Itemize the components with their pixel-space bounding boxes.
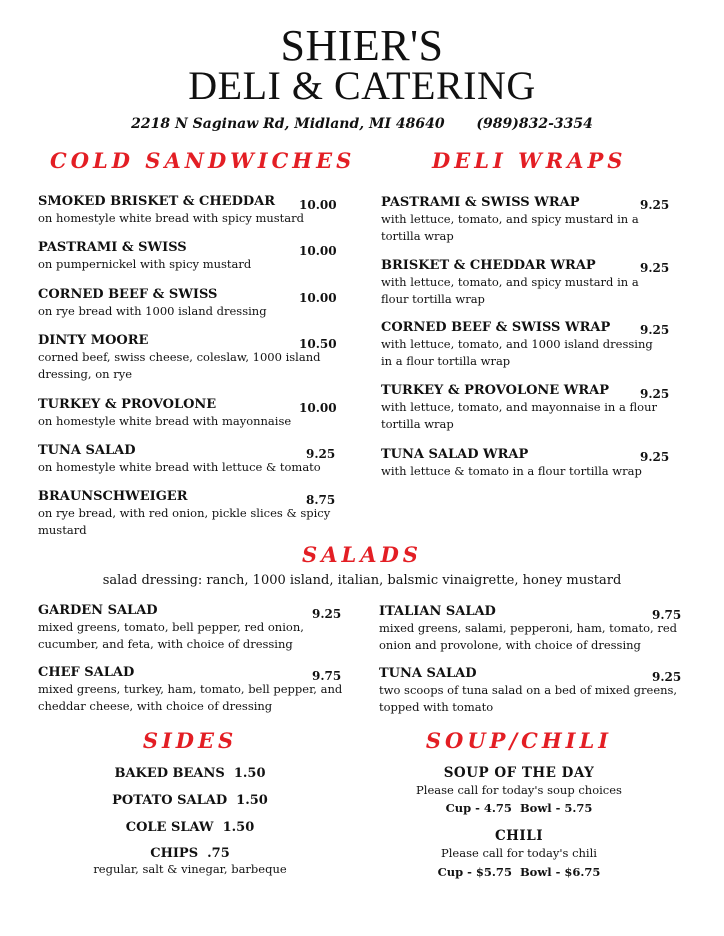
item-price: 1.50 xyxy=(233,766,266,781)
item-name: TURKEY & PROVOLONE WRAP xyxy=(381,383,609,398)
address-line xyxy=(0,116,724,132)
item-description: with lettuce, tomato, and 1000 island dressing in a flour tortilla wrap xyxy=(381,337,653,368)
menu-item xyxy=(379,666,682,715)
item-price: 9.25 xyxy=(640,261,670,275)
soup-of-the-day-title: SOUP OF THE DAY xyxy=(443,765,595,781)
item-description: with lettuce, tomato, and spicy mustard in a tortilla wrap xyxy=(381,212,639,243)
item-price: 9.75 xyxy=(652,608,682,622)
item-price: 10.00 xyxy=(299,401,337,415)
item-description: with lettuce, tomato, and mayonnaise in a flour tortilla wrap xyxy=(381,400,657,431)
item-description: mixed greens, turkey, ham, tomato, bell pepper, and cheddar cheese, with choice of dressing xyxy=(38,682,343,713)
menu-item xyxy=(381,320,666,369)
item-price: 9.25 xyxy=(640,387,670,401)
item-price: 10.00 xyxy=(299,244,337,258)
item-description: on homestyle white bread with spicy mustard xyxy=(38,211,305,225)
phone-number: (989)832-3354 xyxy=(476,116,593,132)
item-name: SMOKED BRISKET & CHEDDAR xyxy=(38,194,276,209)
item-price: .75 xyxy=(207,846,230,861)
item-name: CHEF SALAD xyxy=(38,665,135,680)
cold-sandwiches-heading: COLD SANDWICHES xyxy=(50,148,356,173)
item-price: 8.75 xyxy=(306,493,336,507)
salad-dressing-options: salad dressing: ranch, 1000 island, italian, balsmic vinaigrette, honey mustard xyxy=(102,573,622,588)
soup-chili-heading: SOUP/CHILI xyxy=(425,728,613,753)
item-name: CORNED BEEF & SWISS xyxy=(38,287,218,302)
item-price: 10.50 xyxy=(299,337,337,351)
item-name: TUNA SALAD xyxy=(379,666,477,681)
side-item xyxy=(10,793,370,808)
menu-item xyxy=(379,604,682,653)
item-price: 9.25 xyxy=(312,607,342,621)
chili-title: CHILI xyxy=(494,828,544,844)
restaurant-name: SHIER'S xyxy=(280,21,444,70)
menu-item xyxy=(38,333,338,382)
item-name: TUNA SALAD xyxy=(38,443,136,458)
side-item xyxy=(10,766,370,781)
item-price: 9.25 xyxy=(306,447,336,461)
item-name: CORNED BEEF & SWISS WRAP xyxy=(381,320,611,335)
item-description: on rye bread with 1000 island dressing xyxy=(38,304,267,318)
item-price: 1.50 xyxy=(236,793,268,808)
menu-item xyxy=(38,287,338,320)
item-name: TURKEY & PROVOLONE xyxy=(38,397,217,412)
sides-heading: SIDES xyxy=(142,728,238,753)
item-description: mixed greens, salami, pepperoni, ham, tomato, red onion and provolone, with choice of dressing xyxy=(379,621,677,652)
deli-wraps-heading: DELI WRAPS xyxy=(432,148,627,173)
side-item xyxy=(10,820,370,835)
menu-item xyxy=(38,397,338,430)
chili-prices: Cup - $5.75 Bowl - $6.75 xyxy=(437,865,601,879)
chili-note: Please call for today's chili xyxy=(441,846,597,860)
menu-item xyxy=(38,603,343,652)
item-price: 9.25 xyxy=(640,198,670,212)
item-name: ITALIAN SALAD xyxy=(379,604,496,619)
menu-item xyxy=(381,258,666,307)
item-name: BRISKET & CHEDDAR WRAP xyxy=(381,258,596,273)
item-name: BRAUNSCHWEIGER xyxy=(38,489,188,504)
item-description: two scoops of tuna salad on a bed of mixed greens, topped with tomato xyxy=(379,683,678,714)
item-price: 1.50 xyxy=(222,820,255,835)
menu-item xyxy=(38,665,343,714)
item-price: 9.25 xyxy=(640,323,670,337)
item-name: TUNA SALAD WRAP xyxy=(381,447,529,462)
item-name: GARDEN SALAD xyxy=(38,603,158,618)
item-name: BAKED BEANS xyxy=(114,766,225,781)
menu-item xyxy=(381,383,666,432)
item-description: with lettuce, tomato, and spicy mustard in a flour tortilla wrap xyxy=(381,275,639,306)
street-address: 2218 N Saginaw Rd, Midland, MI 48640 xyxy=(131,116,445,132)
item-price: 9.25 xyxy=(652,670,682,684)
item-price: 9.75 xyxy=(312,669,342,683)
item-description: mixed greens, tomato, bell pepper, red onion, cucumber, and feta, with choice of dressing xyxy=(38,620,304,651)
item-description: on pumpernickel with spicy mustard xyxy=(38,257,252,271)
item-description: on homestyle white bread with lettuce & tomato xyxy=(38,460,321,474)
item-price: 9.25 xyxy=(640,450,670,464)
item-name: POTATO SALAD xyxy=(112,793,228,808)
item-name: PASTRAMI & SWISS xyxy=(38,240,187,255)
item-price: 10.00 xyxy=(299,198,337,212)
menu-item xyxy=(38,489,338,538)
menu-item xyxy=(381,447,666,480)
item-name: DINTY MOORE xyxy=(38,333,149,348)
item-description: on rye bread, with red onion, pickle slices & spicy mustard xyxy=(38,506,331,537)
soup-note: Please call for today's soup choices xyxy=(416,783,622,797)
item-description: corned beef, swiss cheese, coleslaw, 1000 island dressing, on rye xyxy=(38,350,321,381)
side-item xyxy=(10,846,370,861)
item-name: COLE SLAW xyxy=(125,820,214,835)
menu-item xyxy=(38,443,338,476)
item-name: CHIPS xyxy=(150,846,199,861)
item-description: with lettuce & tomato in a flour tortilla wrap xyxy=(381,464,642,478)
item-description: on homestyle white bread with mayonnaise xyxy=(38,414,292,428)
restaurant-subtitle: DELI & CATERING xyxy=(188,63,536,108)
menu-item xyxy=(38,240,338,273)
menu-item xyxy=(381,195,666,244)
soup-prices: Cup - 4.75 Bowl - 5.75 xyxy=(445,801,593,815)
chips-flavors: regular, salt & vinegar, barbeque xyxy=(93,862,287,876)
item-price: 10.00 xyxy=(299,291,337,305)
salads-heading: SALADS xyxy=(302,542,422,567)
menu-item xyxy=(38,194,338,227)
item-name: PASTRAMI & SWISS WRAP xyxy=(381,195,580,210)
